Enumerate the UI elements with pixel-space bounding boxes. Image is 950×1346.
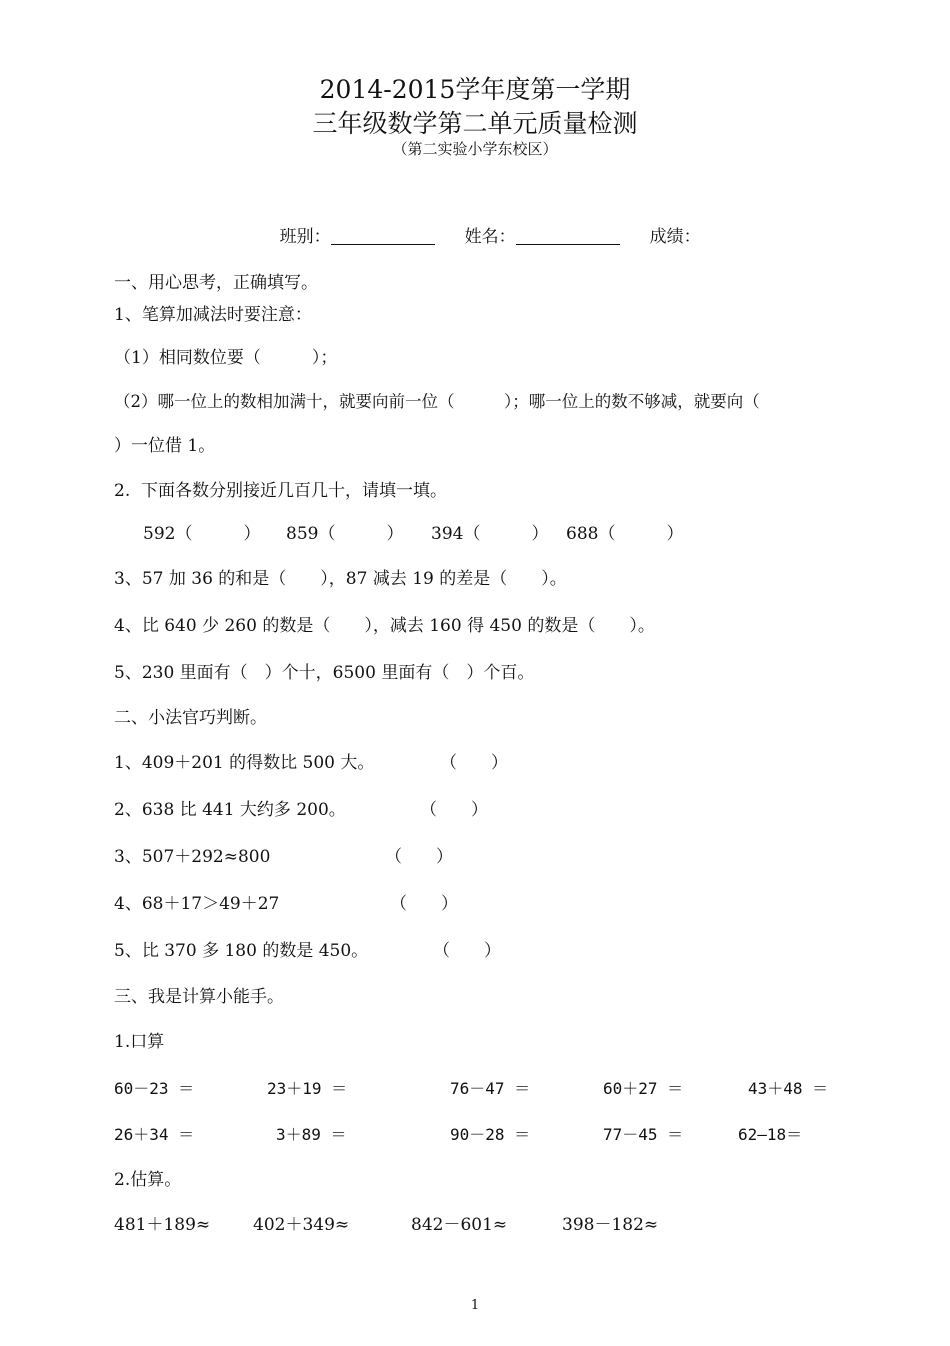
q2-item-4: 688（ ） — [566, 524, 684, 544]
oral-calc-heading: 1.口算 — [114, 1032, 165, 1052]
oral-calc-r1-c1: 60－23 ＝ — [114, 1079, 195, 1098]
judge-item-4: 4、68＋17＞49＋27 — [114, 894, 280, 914]
estimate-heading: 2.估算。 — [114, 1170, 182, 1190]
judge-item-5: 5、比 370 多 180 的数是 450。 — [114, 941, 369, 961]
name-label: 姓名： — [464, 227, 516, 247]
judge-paren-4[interactable]: （ ） — [390, 894, 458, 914]
oral-calc-r1-c5: 43＋48 ＝ — [748, 1079, 829, 1098]
name-blank[interactable] — [516, 228, 620, 245]
section1-heading: 一、用心思考，正确填写。 — [114, 273, 318, 293]
question-2: 2. 下面各数分别接近几百几十，请填一填。 — [114, 481, 448, 501]
oral-calc-r1-c3: 76－47 ＝ — [450, 1079, 531, 1098]
oral-calc-r2-c5: 62—18＝ — [738, 1125, 803, 1144]
judge-item-1: 1、409＋201 的得数比 500 大。 — [114, 753, 375, 773]
q2-item-1: 592（ ） — [143, 524, 261, 544]
judge-item-2: 2、638 比 441 大约多 200。 — [114, 800, 346, 820]
judge-paren-1[interactable]: （ ） — [440, 753, 508, 773]
question-4: 4、比 640 少 260 的数是（ ），减去 160 得 450 的数是（ ）。 — [114, 616, 655, 636]
judge-paren-3[interactable]: （ ） — [385, 847, 453, 867]
oral-calc-r2-c2: 3＋89 ＝ — [276, 1125, 347, 1144]
estimate-item-1: 481＋189≈ — [114, 1215, 211, 1235]
question-3: 3、57 加 36 的和是（ ），87 减去 19 的差是（ ）。 — [114, 569, 567, 589]
judge-paren-5[interactable]: （ ） — [433, 941, 501, 961]
title-line-2: 三年级数学第二单元质量检测 — [312, 109, 638, 138]
oral-calc-r2-c3: 90－28 ＝ — [450, 1125, 531, 1144]
class-blank[interactable] — [331, 228, 435, 245]
page-number: 1 — [470, 1298, 480, 1313]
oral-calc-r2-c1: 26＋34 ＝ — [114, 1125, 195, 1144]
question-5: 5、230 里面有（ ）个十，6500 里面有（ ）个百。 — [114, 663, 535, 683]
student-info-row — [258, 204, 701, 270]
question-1a: （1）相同数位要（ ）； — [114, 348, 338, 368]
class-label: 班别： — [279, 227, 331, 247]
oral-calc-r1-c2: 23＋19 ＝ — [267, 1079, 348, 1098]
question-1b-cont: ）一位借 1。 — [114, 436, 216, 456]
score-label: 成绩： — [649, 227, 701, 247]
question-1b: （2）哪一位上的数相加满十，就要向前一位（ ）；哪一位上的数不够减，就要向（ — [114, 392, 760, 411]
estimate-item-3: 842－601≈ — [411, 1215, 508, 1235]
question-1: 1、笔算加减法时要注意： — [114, 305, 312, 325]
section2-heading: 二、小法官巧判断。 — [114, 708, 267, 728]
oral-calc-r1-c4: 60＋27 ＝ — [603, 1079, 684, 1098]
school-name: （第二实验小学东校区） — [392, 140, 558, 158]
estimate-item-2: 402＋349≈ — [253, 1215, 350, 1235]
q2-item-2: 859（ ） — [286, 524, 404, 544]
judge-item-3: 3、507＋292≈800 — [114, 847, 271, 867]
estimate-item-4: 398－182≈ — [562, 1215, 659, 1235]
q2-item-3: 394（ ） — [431, 524, 549, 544]
oral-calc-r2-c4: 77－45 ＝ — [603, 1125, 684, 1144]
title-line-1: 2014-2015学年度第一学期 — [319, 75, 631, 104]
section3-heading: 三、我是计算小能手。 — [114, 987, 284, 1007]
judge-paren-2[interactable]: （ ） — [420, 800, 488, 820]
